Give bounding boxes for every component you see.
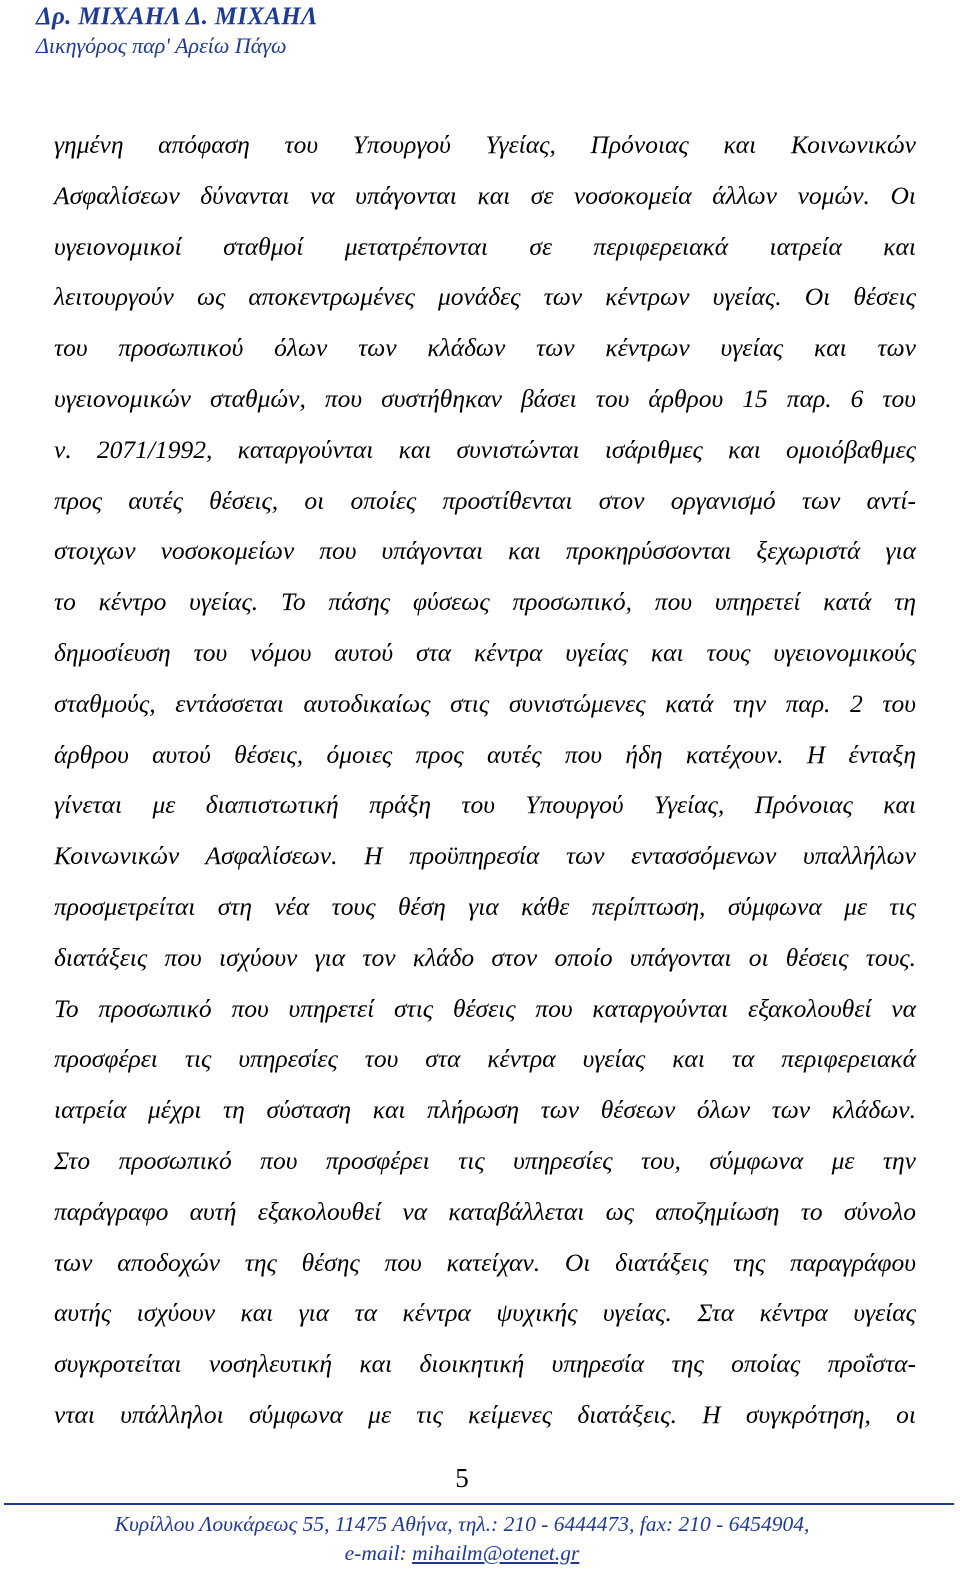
body-line: ν. 2071/1992, καταργούνται και συνιστώνται ισάριθμες και ομοιόβαθμες [54, 434, 916, 464]
body-line: υγειονομικών σταθμών, που συστήθηκαν βάσει του άρθρου 15 παρ. 6 του [54, 383, 916, 413]
body-line: Το προσωπικό που υπηρετεί στις θέσεις που καταργούνται εξακολουθεί να [54, 993, 916, 1023]
body-line: προς αυτές θέσεις, οι οποίες προστίθενται στον οργανισμό των αντί- [54, 485, 916, 515]
body-line: γίνεται με διαπιστωτική πράξη του Υπουργού Υγείας, Πρόνοιας και [54, 790, 916, 820]
body-line: προσφέρει τις υπηρεσίες του στα κέντρα υγείας και τα περιφερειακά [54, 1044, 916, 1074]
document-body [54, 120, 916, 1441]
lawyer-name: Δρ. ΜΙΧΑΗΛ Δ. ΜΙΧΑΗΛ [36, 3, 319, 30]
body-line: Ασφαλίσεων δύνανται να υπάγονται και σε νοσοκομεία άλλων νομών. Οι [54, 180, 916, 210]
body-line: διατάξεις που ισχύουν για τον κλάδο στον οποίο υπάγονται οι θέσεις τους. [54, 942, 916, 972]
email-label: e-mail: [344, 1541, 413, 1565]
body-line: αυτής ισχύουν και για τα κέντρα ψυχικής υγείας. Στα κέντρα υγείας [54, 1298, 916, 1328]
body-line: συγκροτείται νοσηλευτική και διοικητική υπηρεσία της οποίας προΐστα- [54, 1349, 916, 1379]
body-line: στοιχων νοσοκομείων που υπάγονται και προκηρύσσονται ξεχωριστά για [54, 536, 916, 566]
body-line: λειτουργούν ως αποκεντρωμένες μονάδες των κέντρων υγείας. Οι θέσεις [54, 282, 916, 312]
body-line: ιατρεία μέχρι τη σύσταση και πλήρωση των θέσεων όλων των κλάδων. [54, 1095, 916, 1125]
body-line: Κοινωνικών Ασφαλίσεων. Η προϋπηρεσία των εντασσόμενων υπαλλήλων [54, 841, 916, 871]
body-line: σταθμούς, εντάσσεται αυτοδικαίως στις συνιστώμενες κατά την παρ. 2 του [54, 688, 916, 718]
body-line: του προσωπικού όλων των κλάδων των κέντρων υγείας και των [54, 333, 916, 363]
lawyer-title: Δικηγόρος παρ' Αρείω Πάγω [36, 33, 287, 58]
body-line: υγειονομικοί σταθμοί μετατρέπονται σε περιφερειακά ιατρεία και [54, 231, 916, 261]
body-line: το κέντρο υγείας. Το πάσης φύσεως προσωπικό, που υπηρετεί κατά τη [54, 587, 916, 617]
footer [0, 1510, 924, 1568]
footer-email-line [0, 1539, 924, 1568]
page-number: 5 [455, 1463, 469, 1493]
body-line: προσμετρείται στη νέα τους θέση για κάθε περίπτωση, σύμφωνα με τις [54, 891, 916, 921]
letterhead [36, 2, 318, 60]
email-link[interactable]: mihailm@otenet.gr [412, 1541, 580, 1565]
body-line: Στο προσωπικό που προσφέρει τις υπηρεσίες του, σύμφωνα με την [54, 1145, 916, 1175]
body-line: νται υπάλληλοι σύμφωνα με τις κείμενες διατάξεις. Η συγκρότηση, οι [54, 1399, 916, 1429]
body-line: δημοσίευση του νόμου αυτού στα κέντρα υγείας και τους υγειονομικούς [54, 637, 916, 667]
body-line: γημένη απόφαση του Υπουργού Υγείας, Πρόνοιας και Κοινωνικών [54, 130, 916, 159]
body-line: των αποδοχών της θέσης που κατείχαν. Οι διατάξεις της παραγράφου [54, 1247, 916, 1277]
body-line: παράγραφο αυτή εξακολουθεί να καταβάλλεται ως αποζημίωση το σύνολο [54, 1196, 916, 1226]
footer-divider [4, 1503, 954, 1505]
footer-address: Κυρίλλου Λουκάρεως 55, 11475 Αθήνα, τηλ.: 210 - 6444473, fax: 210 - 6454904, [114, 1512, 810, 1536]
body-line: άρθρου αυτού θέσεις, όμοιες προς αυτές που ήδη κατέχουν. Η ένταξη [54, 739, 916, 769]
